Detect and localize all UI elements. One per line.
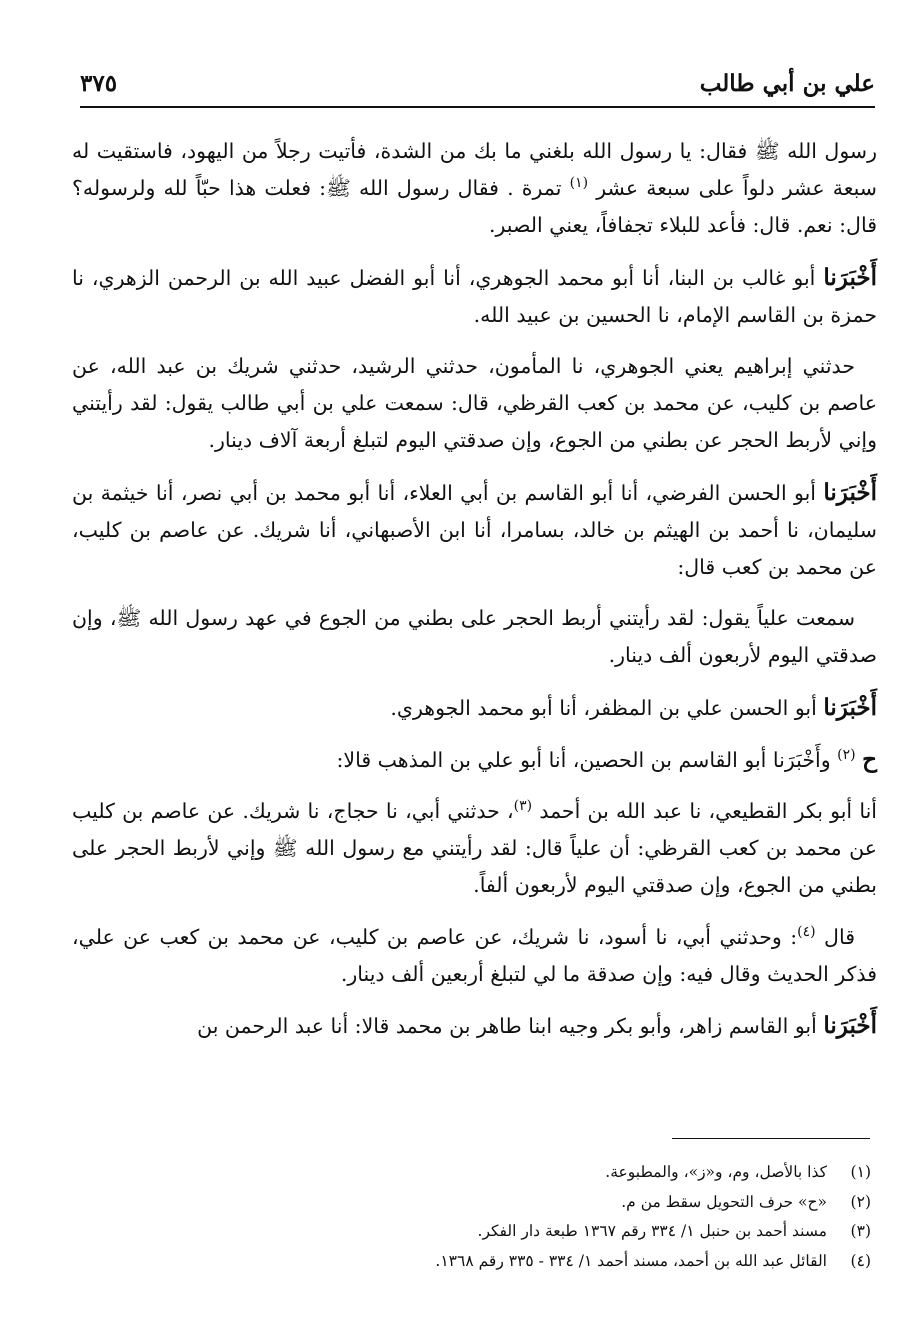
footnote-text: كذا بالأصل، وم، و«ز»، والمطبوعة. [605, 1163, 827, 1181]
footnote-text: «ح» حرف التحويل سقط من م. [621, 1192, 827, 1211]
page-number: ٣٧٥ [80, 70, 118, 97]
page-header [80, 68, 875, 108]
footnote-text: مسند أحمد بن حنبل ١/ ٣٣٤ رقم ١٣٦٧ طبعة دار الفكر. [477, 1222, 827, 1240]
main-text [72, 133, 877, 1059]
paragraph-7 [72, 741, 877, 779]
paragraph-6 [72, 689, 877, 727]
paragraph-text: أبو القاسم زاهر، وأبو بكر وجيه ابنا طاهر بن محمد قالا: أنا عبد الرحمن بن [197, 1014, 824, 1039]
footnote-ref-3: (٣) [513, 798, 533, 815]
paragraph-1 [72, 133, 877, 245]
running-title: علي بن أبي طالب [699, 70, 875, 97]
footnote-ref-2: (٢) [837, 747, 856, 764]
paragraph-3 [72, 348, 877, 460]
footnotes [80, 1158, 871, 1276]
footnote-number: (٢) [850, 1192, 871, 1211]
footnote-1 [80, 1158, 871, 1188]
paragraph-text: أبو غالب بن البنا، أنا أبو محمد الجوهري، أنا أبو الفضل عبيد الله بن الرحمن الزهري، نا حمزة بن القاسم الإمام، نا الحسين بن عبيد الله. [72, 265, 877, 327]
akhbarana-heading: أَخْبَرَنا [823, 693, 877, 721]
footnote-4 [80, 1247, 871, 1277]
paragraph-text: : وحدثني أبي، نا أسود، نا شريك، عن عاصم بن كليب، عن محمد بن كعب عن علي، فذكر الحديث وقال فيه: وإن صدقة ما لي لتبلغ أربعين ألف دينار. [72, 924, 877, 986]
paragraph-9 [72, 919, 877, 993]
paragraph-text: أبو الحسن علي بن المظفر، أنا أبو محمد الجوهري. [390, 695, 824, 720]
paragraph-text: أنا أبو بكر القطيعي، نا عبد الله بن أحمد [539, 799, 877, 824]
tahwil-mark: ح [862, 745, 877, 773]
paragraph-text: سمعت علياً يقول: لقد رأيتني أربط الحجر على بطني من الجوع في عهد رسول الله ﷺ، وإن صدقتي اليوم لأربعون ألف دينار. [72, 606, 877, 668]
paragraph-8 [72, 793, 877, 905]
footnote-3 [80, 1217, 871, 1247]
akhbarana-heading: أَخْبَرَنا [823, 263, 877, 291]
paragraph-text: ، حدثني أبي، نا حجاج، نا شريك. عن عاصم بن كليب عن محمد بن كعب القرظي: أن علياً قال: لقد رأيتني مع رسول الله ﷺ وإني لأربط الحجر على بطني من الجوع، وإن صدقتي اليوم لأربعون ألفاً. [72, 799, 877, 898]
paragraph-5 [72, 600, 877, 674]
footnote-ref-4: (٤) [797, 923, 816, 940]
paragraph-4 [72, 474, 877, 587]
paragraph-10 [72, 1007, 877, 1045]
paragraph-text: وأَخْبَرَنا أبو القاسم بن الحصين، أنا أبو علي بن المذهب قالا: [336, 747, 838, 772]
akhbarana-heading: أَخْبَرَنا [823, 478, 877, 506]
footnote-number: (٣) [850, 1222, 871, 1240]
footnote-ref-1: (١) [569, 175, 589, 192]
paragraph-text: تمرة . فقال رسول الله ﷺ: فعلت هذا حبّاً لله ولرسوله؟ قال: نعم. قال: فأعد للبلاء تجفافاً، يعني الصبر. [72, 176, 877, 238]
footnote-text: القائل عبد الله بن أحمد، مسند أحمد ١/ ٣٣٤ - ٣٣٥ رقم ١٣٦٨. [435, 1251, 827, 1270]
paragraph-text: قال [824, 924, 855, 949]
paragraph-text: حدثني إبراهيم يعني الجوهري، نا المأمون، حدثني الرشيد، حدثني شريك بن عبد الله، عن عاصم بن كليب، عن محمد بن كعب القرظي، قال: سمعت علي بن أبي طالب يقول: لقد رأيتني وإني لأربط الحجر عن بطني من الجوع، وإن صدقتي اليوم لتبلغ أربعة آلاف دينار. [72, 354, 877, 453]
paragraph-2 [72, 259, 877, 334]
paragraph-text: أبو الحسن الفرضي، أنا أبو القاسم بن أبي العلاء، أنا أبو محمد بن أبي نصر، أنا خيثمة بن سليمان، نا أحمد بن الهيثم بن خالد، بسامرا، أنا ابن الأصبهاني، أنا شريك. عن عاصم بن كليب، عن محمد بن كعب قال: [72, 480, 877, 580]
footnote-2 [80, 1188, 871, 1218]
footnote-number: (٤) [850, 1251, 871, 1270]
akhbarana-heading: أَخْبَرَنا [823, 1012, 877, 1040]
paragraph-text: رسول الله ﷺ فقال: يا رسول الله بلغني ما بك من الشدة، فأتيت رجلاً من اليهود، فاستقيت له سبعة عشر دلواً على سبعة عشر [72, 139, 877, 201]
footnote-number: (١) [850, 1163, 871, 1181]
footnote-separator [672, 1138, 870, 1139]
